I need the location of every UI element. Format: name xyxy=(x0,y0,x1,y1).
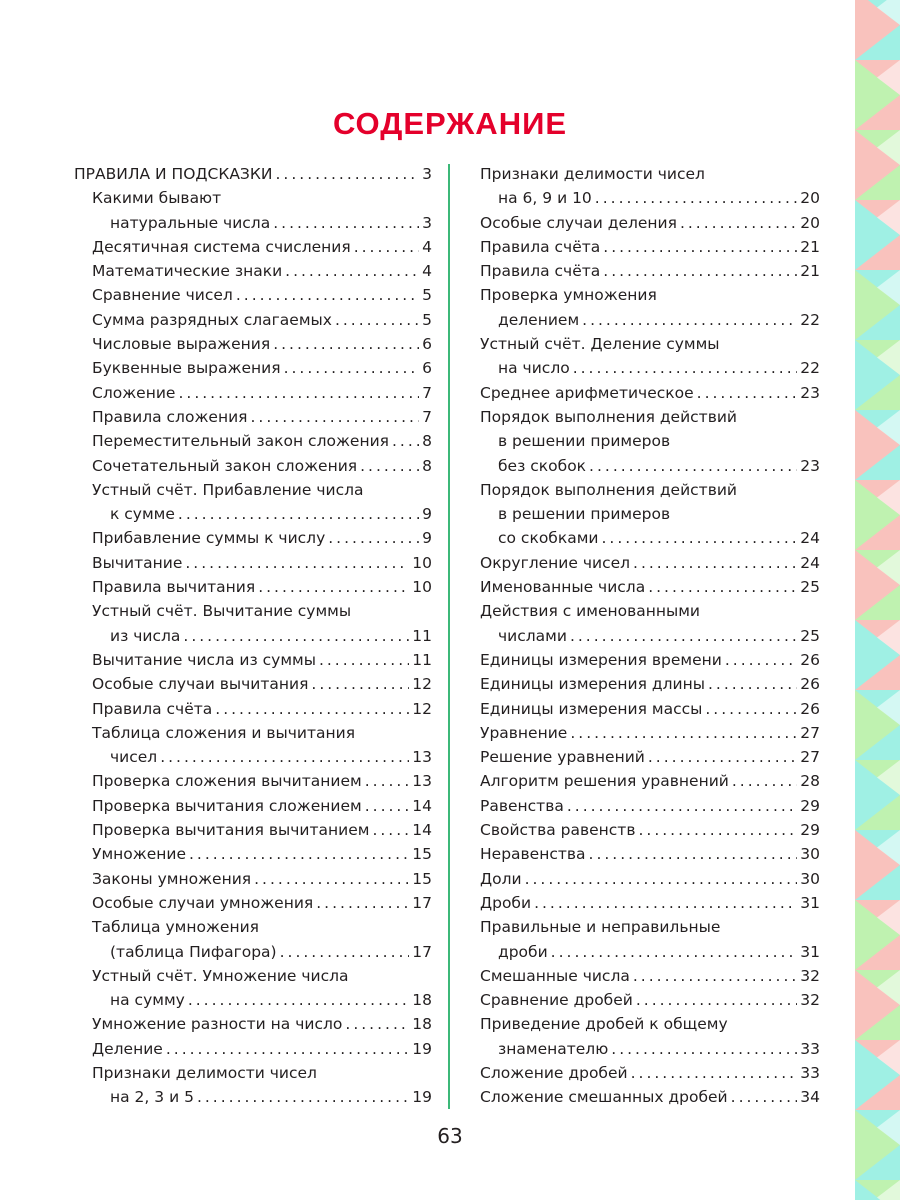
toc-leader-dots xyxy=(648,575,797,599)
toc-entry-page: 15 xyxy=(412,869,432,888)
toc-entry-title: Именованные числа xyxy=(480,578,646,597)
toc-entry xyxy=(74,308,432,332)
toc-entry-page: 4 xyxy=(422,237,432,256)
toc-entry-page: 24 xyxy=(800,529,820,548)
toc-entry-title: со скобками xyxy=(498,529,599,548)
toc-entry-title: Равенства xyxy=(480,796,564,815)
toc-entry-page: 30 xyxy=(800,845,820,864)
toc-leader-dots xyxy=(603,259,797,283)
toc-entry-title: в решении примеров xyxy=(498,505,671,524)
toc-leader-dots xyxy=(166,1037,409,1061)
toc-entry-page: 14 xyxy=(412,796,432,815)
toc-entry-page: 18 xyxy=(412,1015,432,1034)
toc-leader-dots xyxy=(611,1037,797,1061)
toc-leader-dots xyxy=(185,551,409,575)
toc-entry-page: 31 xyxy=(800,893,820,912)
toc-entry xyxy=(74,1085,432,1109)
toc-entry-title: Округление чисел xyxy=(480,553,631,572)
toc-entry xyxy=(480,964,820,988)
toc-entry-title: Устный счёт. Умножение числа xyxy=(92,966,349,985)
toc-entry xyxy=(480,672,820,696)
toc-entry xyxy=(74,186,432,210)
toc-entry-page: 29 xyxy=(800,821,820,840)
toc-leader-dots xyxy=(160,745,409,769)
toc-entry-page: 9 xyxy=(422,505,432,524)
toc-entry xyxy=(480,745,820,769)
toc-leader-dots xyxy=(316,891,409,915)
toc-leader-dots xyxy=(708,672,797,696)
toc-entry-page: 26 xyxy=(800,699,820,718)
toc-entry-page: 22 xyxy=(800,310,820,329)
toc-entry xyxy=(480,1061,820,1085)
toc-leader-dots xyxy=(631,1061,798,1085)
toc-entry-title: Признаки делимости чисел xyxy=(92,1063,317,1082)
toc-entry-title: на число xyxy=(498,359,570,378)
toc-entry-page: 5 xyxy=(422,286,432,305)
toc-entry xyxy=(74,1037,432,1061)
toc-leader-dots xyxy=(633,964,797,988)
toc-entry-title: к сумме xyxy=(110,505,175,524)
toc-leader-dots xyxy=(589,842,798,866)
toc-entry xyxy=(480,867,820,891)
toc-leader-dots xyxy=(280,940,410,964)
toc-entry-page: 10 xyxy=(412,553,432,572)
toc-entry xyxy=(480,405,820,429)
toc-entry xyxy=(480,697,820,721)
toc-entry xyxy=(74,867,432,891)
toc-entry xyxy=(480,211,820,235)
toc-entry-title: Сложение смешанных дробей xyxy=(480,1088,728,1107)
toc-entry xyxy=(480,1085,820,1109)
toc-entry-page: 5 xyxy=(422,310,432,329)
toc-entry xyxy=(74,794,432,818)
toc-entry xyxy=(74,478,432,502)
toc-entry-title: Дроби xyxy=(480,893,532,912)
toc-entry xyxy=(74,915,432,939)
toc-entry-page: 4 xyxy=(422,262,432,281)
toc-entry-title: Десятичная система счисления xyxy=(92,237,351,256)
toc-entry-page: 20 xyxy=(800,189,820,208)
toc-leader-dots xyxy=(732,769,797,793)
toc-entry-page: 23 xyxy=(800,456,820,475)
toc-entry-title: Решение уравнений xyxy=(480,748,645,767)
toc-entry xyxy=(480,891,820,915)
toc-entry-title: Проверка вычитания сложением xyxy=(92,796,362,815)
toc-entry xyxy=(74,745,432,769)
toc-entry-title: Сочетательный закон сложения xyxy=(92,456,358,475)
toc-entry xyxy=(74,575,432,599)
toc-column-right xyxy=(480,162,820,1110)
toc-entry-page: 18 xyxy=(412,991,432,1010)
toc-entry xyxy=(480,1037,820,1061)
toc-entry-title: без скобок xyxy=(498,456,587,475)
toc-entry xyxy=(74,672,432,696)
toc-entry-title: Вычитание xyxy=(92,553,183,572)
decorative-triangle-border xyxy=(855,0,900,1200)
toc-entry xyxy=(480,502,820,526)
toc-entry-title: Порядок выполнения действий xyxy=(480,407,737,426)
toc-entry-title: Таблица умножения xyxy=(92,918,259,937)
toc-entry-page: 32 xyxy=(800,966,820,985)
toc-leader-dots xyxy=(589,454,797,478)
toc-entry xyxy=(480,915,820,939)
toc-entry-page: 31 xyxy=(800,942,820,961)
toc-entry-page: 12 xyxy=(412,699,432,718)
toc-entry xyxy=(480,478,820,502)
toc-entry-title: Правила счёта xyxy=(480,262,601,281)
toc-entry-title: Сложение дробей xyxy=(480,1063,628,1082)
toc-entry xyxy=(480,308,820,332)
toc-entry-page: 3 xyxy=(422,165,432,183)
toc-entry xyxy=(480,259,820,283)
toc-entry xyxy=(74,648,432,672)
toc-entry xyxy=(74,988,432,1012)
toc-entry xyxy=(74,964,432,988)
toc-leader-dots xyxy=(372,818,409,842)
toc-leader-dots xyxy=(328,526,419,550)
toc-leader-dots xyxy=(648,745,797,769)
toc-entry-title: Особые случаи вычитания xyxy=(92,675,309,694)
toc-entry-title: Числовые выражения xyxy=(92,335,271,354)
toc-entry-title: из числа xyxy=(110,626,181,645)
toc-entry xyxy=(74,429,432,453)
toc-entry-page: 7 xyxy=(422,383,432,402)
toc-leader-dots xyxy=(365,794,410,818)
toc-entry xyxy=(480,721,820,745)
toc-entry xyxy=(480,599,820,623)
toc-leader-dots xyxy=(284,356,420,380)
toc-leader-dots xyxy=(258,575,409,599)
toc-entry-title: Устный счёт. Вычитание суммы xyxy=(92,602,352,621)
toc-leader-dots xyxy=(273,211,419,235)
toc-leader-dots xyxy=(680,211,797,235)
toc-leader-dots xyxy=(311,672,409,696)
toc-entry-page: 11 xyxy=(412,626,432,645)
toc-entry xyxy=(74,454,432,478)
toc-entry-title: Устный счёт. Прибавление числа xyxy=(92,480,364,499)
toc-entry-page: 8 xyxy=(422,432,432,451)
toc-entry xyxy=(74,235,432,259)
toc-entry-title: натуральные числа xyxy=(110,213,271,232)
toc-entry-page: 25 xyxy=(800,578,820,597)
toc-entry-title: Единицы измерения времени xyxy=(480,650,722,669)
toc-entry-title: на сумму xyxy=(110,991,185,1010)
toc-leader-dots xyxy=(189,842,409,866)
toc-entry-title: Правила счёта xyxy=(92,699,213,718)
toc-entry-title: Неравенства xyxy=(480,845,586,864)
toc-entry-title: Деление xyxy=(92,1039,163,1058)
toc-entry xyxy=(480,162,820,186)
toc-entry-title: Математические знаки xyxy=(92,262,283,281)
toc-leader-dots xyxy=(603,235,797,259)
toc-entry-title: Сложение xyxy=(92,383,176,402)
toc-entry xyxy=(74,405,432,429)
toc-entry-page: 33 xyxy=(800,1039,820,1058)
toc-leader-dots xyxy=(178,502,419,526)
toc-entry-page: 6 xyxy=(422,335,432,354)
toc-entry-title: на 2, 3 и 5 xyxy=(110,1088,194,1107)
toc-entry-title: Уравнение xyxy=(480,723,568,742)
toc-entry xyxy=(480,988,820,1012)
toc-entry-page: 28 xyxy=(800,772,820,791)
toc-entry xyxy=(74,526,432,550)
toc-entry-page: 32 xyxy=(800,991,820,1010)
toc-entry xyxy=(480,526,820,550)
toc-leader-dots xyxy=(360,454,419,478)
toc-entry-title: делением xyxy=(498,310,580,329)
toc-entry-title: Буквенные выражения xyxy=(92,359,281,378)
toc-entry-title: Вычитание числа из суммы xyxy=(92,650,316,669)
toc-entry-title: Правила счёта xyxy=(480,237,601,256)
page-number: 63 xyxy=(437,1124,463,1148)
toc-entry-page: 15 xyxy=(412,845,432,864)
toc-entry xyxy=(480,624,820,648)
toc-entry-title: Свойства равенств xyxy=(480,821,636,840)
toc-leader-dots xyxy=(285,259,419,283)
toc-entry xyxy=(74,721,432,745)
toc-entry-page: 25 xyxy=(800,626,820,645)
toc-entry-title: Порядок выполнения действий xyxy=(480,480,737,499)
toc-entry-title: ПРАВИЛА И ПОДСКАЗКИ xyxy=(74,165,273,183)
toc-leader-dots xyxy=(273,332,419,356)
toc-entry-title: Сумма разрядных слагаемых xyxy=(92,310,332,329)
toc-leader-dots xyxy=(595,186,797,210)
toc-entry-page: 26 xyxy=(800,650,820,669)
page-title: СОДЕРЖАНИЕ xyxy=(332,106,568,141)
toc-entry-title: Сравнение дробей xyxy=(480,991,633,1010)
toc-leader-dots xyxy=(573,356,798,380)
toc-entry xyxy=(480,648,820,672)
toc-entry xyxy=(480,1012,820,1036)
toc-entry-page: 19 xyxy=(412,1088,432,1107)
toc-entry-page: 29 xyxy=(800,796,820,815)
toc-leader-dots xyxy=(725,648,797,672)
toc-leader-dots xyxy=(354,235,419,259)
toc-leader-dots xyxy=(534,891,797,915)
toc-entry-page: 33 xyxy=(800,1063,820,1082)
toc-leader-dots xyxy=(178,381,419,405)
toc-entry-page: 20 xyxy=(800,213,820,232)
toc-entry xyxy=(480,551,820,575)
toc-entry-page: 17 xyxy=(412,942,432,961)
toc-entry-title: Среднее арифметическое xyxy=(480,383,694,402)
toc-entry-page: 30 xyxy=(800,869,820,888)
toc-leader-dots xyxy=(551,940,798,964)
toc-entry xyxy=(74,624,432,648)
toc-entry xyxy=(74,697,432,721)
toc-leader-dots xyxy=(570,624,797,648)
toc-leader-dots xyxy=(250,405,419,429)
toc-entry-page: 22 xyxy=(800,359,820,378)
toc-entry xyxy=(74,818,432,842)
toc-entry-title: Признаки делимости чисел xyxy=(480,165,705,183)
toc-entry-title: Устный счёт. Деление суммы xyxy=(480,335,720,354)
toc-entry-title: Правильные и неправильные xyxy=(480,918,721,937)
toc-entry-title: Законы умножения xyxy=(92,869,252,888)
toc-entry xyxy=(74,381,432,405)
toc-leader-dots xyxy=(335,308,419,332)
toc-entry xyxy=(480,235,820,259)
toc-entry xyxy=(74,1061,432,1085)
toc-entry xyxy=(480,454,820,478)
toc-entry xyxy=(74,842,432,866)
toc-entry xyxy=(74,502,432,526)
toc-entry-title: на 6, 9 и 10 xyxy=(498,189,592,208)
toc-entry-title: Особые случаи умножения xyxy=(92,893,314,912)
toc-entry-title: Прибавление суммы к числу xyxy=(92,529,326,548)
toc-entry-title: Проверка умножения xyxy=(480,286,657,305)
toc-entry-title: Доли xyxy=(480,869,522,888)
toc-entry xyxy=(74,332,432,356)
toc-entry-title: Действия с именованными xyxy=(480,602,701,621)
toc-entry-title: в решении примеров xyxy=(498,432,671,451)
toc-leader-dots xyxy=(570,721,797,745)
toc-entry-title: Переместительный закон сложения xyxy=(92,432,389,451)
toc-entry xyxy=(74,211,432,235)
toc-entry-title: (таблица Пифагора) xyxy=(110,942,277,961)
toc-entry-page: 17 xyxy=(412,893,432,912)
toc-entry-title: Умножение разности на число xyxy=(92,1015,343,1034)
toc-entry xyxy=(480,940,820,964)
toc-entry-page: 27 xyxy=(800,748,820,767)
toc-entry-page: 34 xyxy=(800,1088,820,1107)
toc-entry xyxy=(480,429,820,453)
toc-entry xyxy=(480,332,820,356)
toc-entry-title: дроби xyxy=(498,942,548,961)
toc-leader-dots xyxy=(582,308,797,332)
toc-entry-title: Какими бывают xyxy=(92,189,222,208)
toc-entry-page: 21 xyxy=(800,262,820,281)
toc-entry-page: 6 xyxy=(422,359,432,378)
toc-entry xyxy=(74,1012,432,1036)
toc-entry-page: 24 xyxy=(800,553,820,572)
toc-leader-dots xyxy=(345,1012,409,1036)
toc-entry xyxy=(74,891,432,915)
toc-entry-page: 9 xyxy=(422,529,432,548)
toc-entry xyxy=(74,162,432,186)
toc-entry-page: 7 xyxy=(422,407,432,426)
toc-leader-dots xyxy=(197,1085,409,1109)
toc-leader-dots xyxy=(525,867,798,891)
toc-leader-dots xyxy=(319,648,409,672)
toc-entry-title: Проверка вычитания вычитанием xyxy=(92,821,370,840)
toc-entry-title: Умножение xyxy=(92,845,186,864)
toc-entry-page: 26 xyxy=(800,675,820,694)
toc-entry xyxy=(480,842,820,866)
toc-entry xyxy=(480,381,820,405)
toc-entry xyxy=(74,356,432,380)
toc-entry-page: 12 xyxy=(412,675,432,694)
toc-entry-page: 19 xyxy=(412,1039,432,1058)
toc-entry-title: чисел xyxy=(110,748,158,767)
toc-leader-dots xyxy=(633,551,797,575)
toc-leader-dots xyxy=(365,769,410,793)
toc-entry-title: Правила вычитания xyxy=(92,578,256,597)
toc-entry-title: Проверка сложения вычитанием xyxy=(92,772,362,791)
toc-entry-title: числами xyxy=(498,626,567,645)
toc-entry xyxy=(480,356,820,380)
toc-entry xyxy=(480,575,820,599)
toc-entry xyxy=(480,794,820,818)
toc-entry-page: 11 xyxy=(412,650,432,669)
toc-entry-page: 3 xyxy=(422,213,432,232)
toc-entry-page: 21 xyxy=(800,237,820,256)
toc-leader-dots xyxy=(697,381,798,405)
toc-entry-page: 13 xyxy=(412,772,432,791)
toc-column-left xyxy=(74,162,432,1110)
toc-leader-dots xyxy=(236,283,419,307)
toc-entry-page: 13 xyxy=(412,748,432,767)
toc-entry-page: 8 xyxy=(422,456,432,475)
column-divider xyxy=(448,164,450,1109)
toc-entry-title: Таблица сложения и вычитания xyxy=(92,723,356,742)
toc-entry-title: Правила сложения xyxy=(92,407,248,426)
toc-entry xyxy=(480,186,820,210)
toc-entry-page: 14 xyxy=(412,821,432,840)
toc-entry-title: Приведение дробей к общему xyxy=(480,1015,728,1034)
toc-entry-title: Особые случаи деления xyxy=(480,213,677,232)
toc-entry xyxy=(480,769,820,793)
toc-entry xyxy=(74,283,432,307)
toc-entry-page: 23 xyxy=(800,383,820,402)
toc-leader-dots xyxy=(188,988,409,1012)
toc-leader-dots xyxy=(705,697,797,721)
toc-entry xyxy=(480,283,820,307)
toc-leader-dots xyxy=(215,697,409,721)
toc-entry-title: Сравнение чисел xyxy=(92,286,233,305)
toc-entry xyxy=(74,259,432,283)
toc-entry xyxy=(480,818,820,842)
toc-entry-title: Единицы измерения длины xyxy=(480,675,705,694)
toc-leader-dots xyxy=(638,818,797,842)
toc-leader-dots xyxy=(731,1085,798,1109)
toc-entry-page: 10 xyxy=(412,578,432,597)
toc-entry-title: Смешанные числа xyxy=(480,966,630,985)
toc-leader-dots xyxy=(183,624,409,648)
toc-entry xyxy=(74,551,432,575)
toc-entry xyxy=(74,769,432,793)
toc-leader-dots xyxy=(392,429,419,453)
toc-entry xyxy=(74,940,432,964)
toc-entry-title: Алгоритм решения уравнений xyxy=(480,772,729,791)
toc-entry xyxy=(74,599,432,623)
toc-leader-dots xyxy=(275,162,419,186)
toc-leader-dots xyxy=(254,867,409,891)
toc-leader-dots xyxy=(636,988,797,1012)
toc-leader-dots xyxy=(567,794,797,818)
toc-entry-title: знаменателю xyxy=(498,1039,609,1058)
toc-leader-dots xyxy=(602,526,798,550)
toc-entry-page: 27 xyxy=(800,723,820,742)
toc-entry-title: Единицы измерения массы xyxy=(480,699,703,718)
